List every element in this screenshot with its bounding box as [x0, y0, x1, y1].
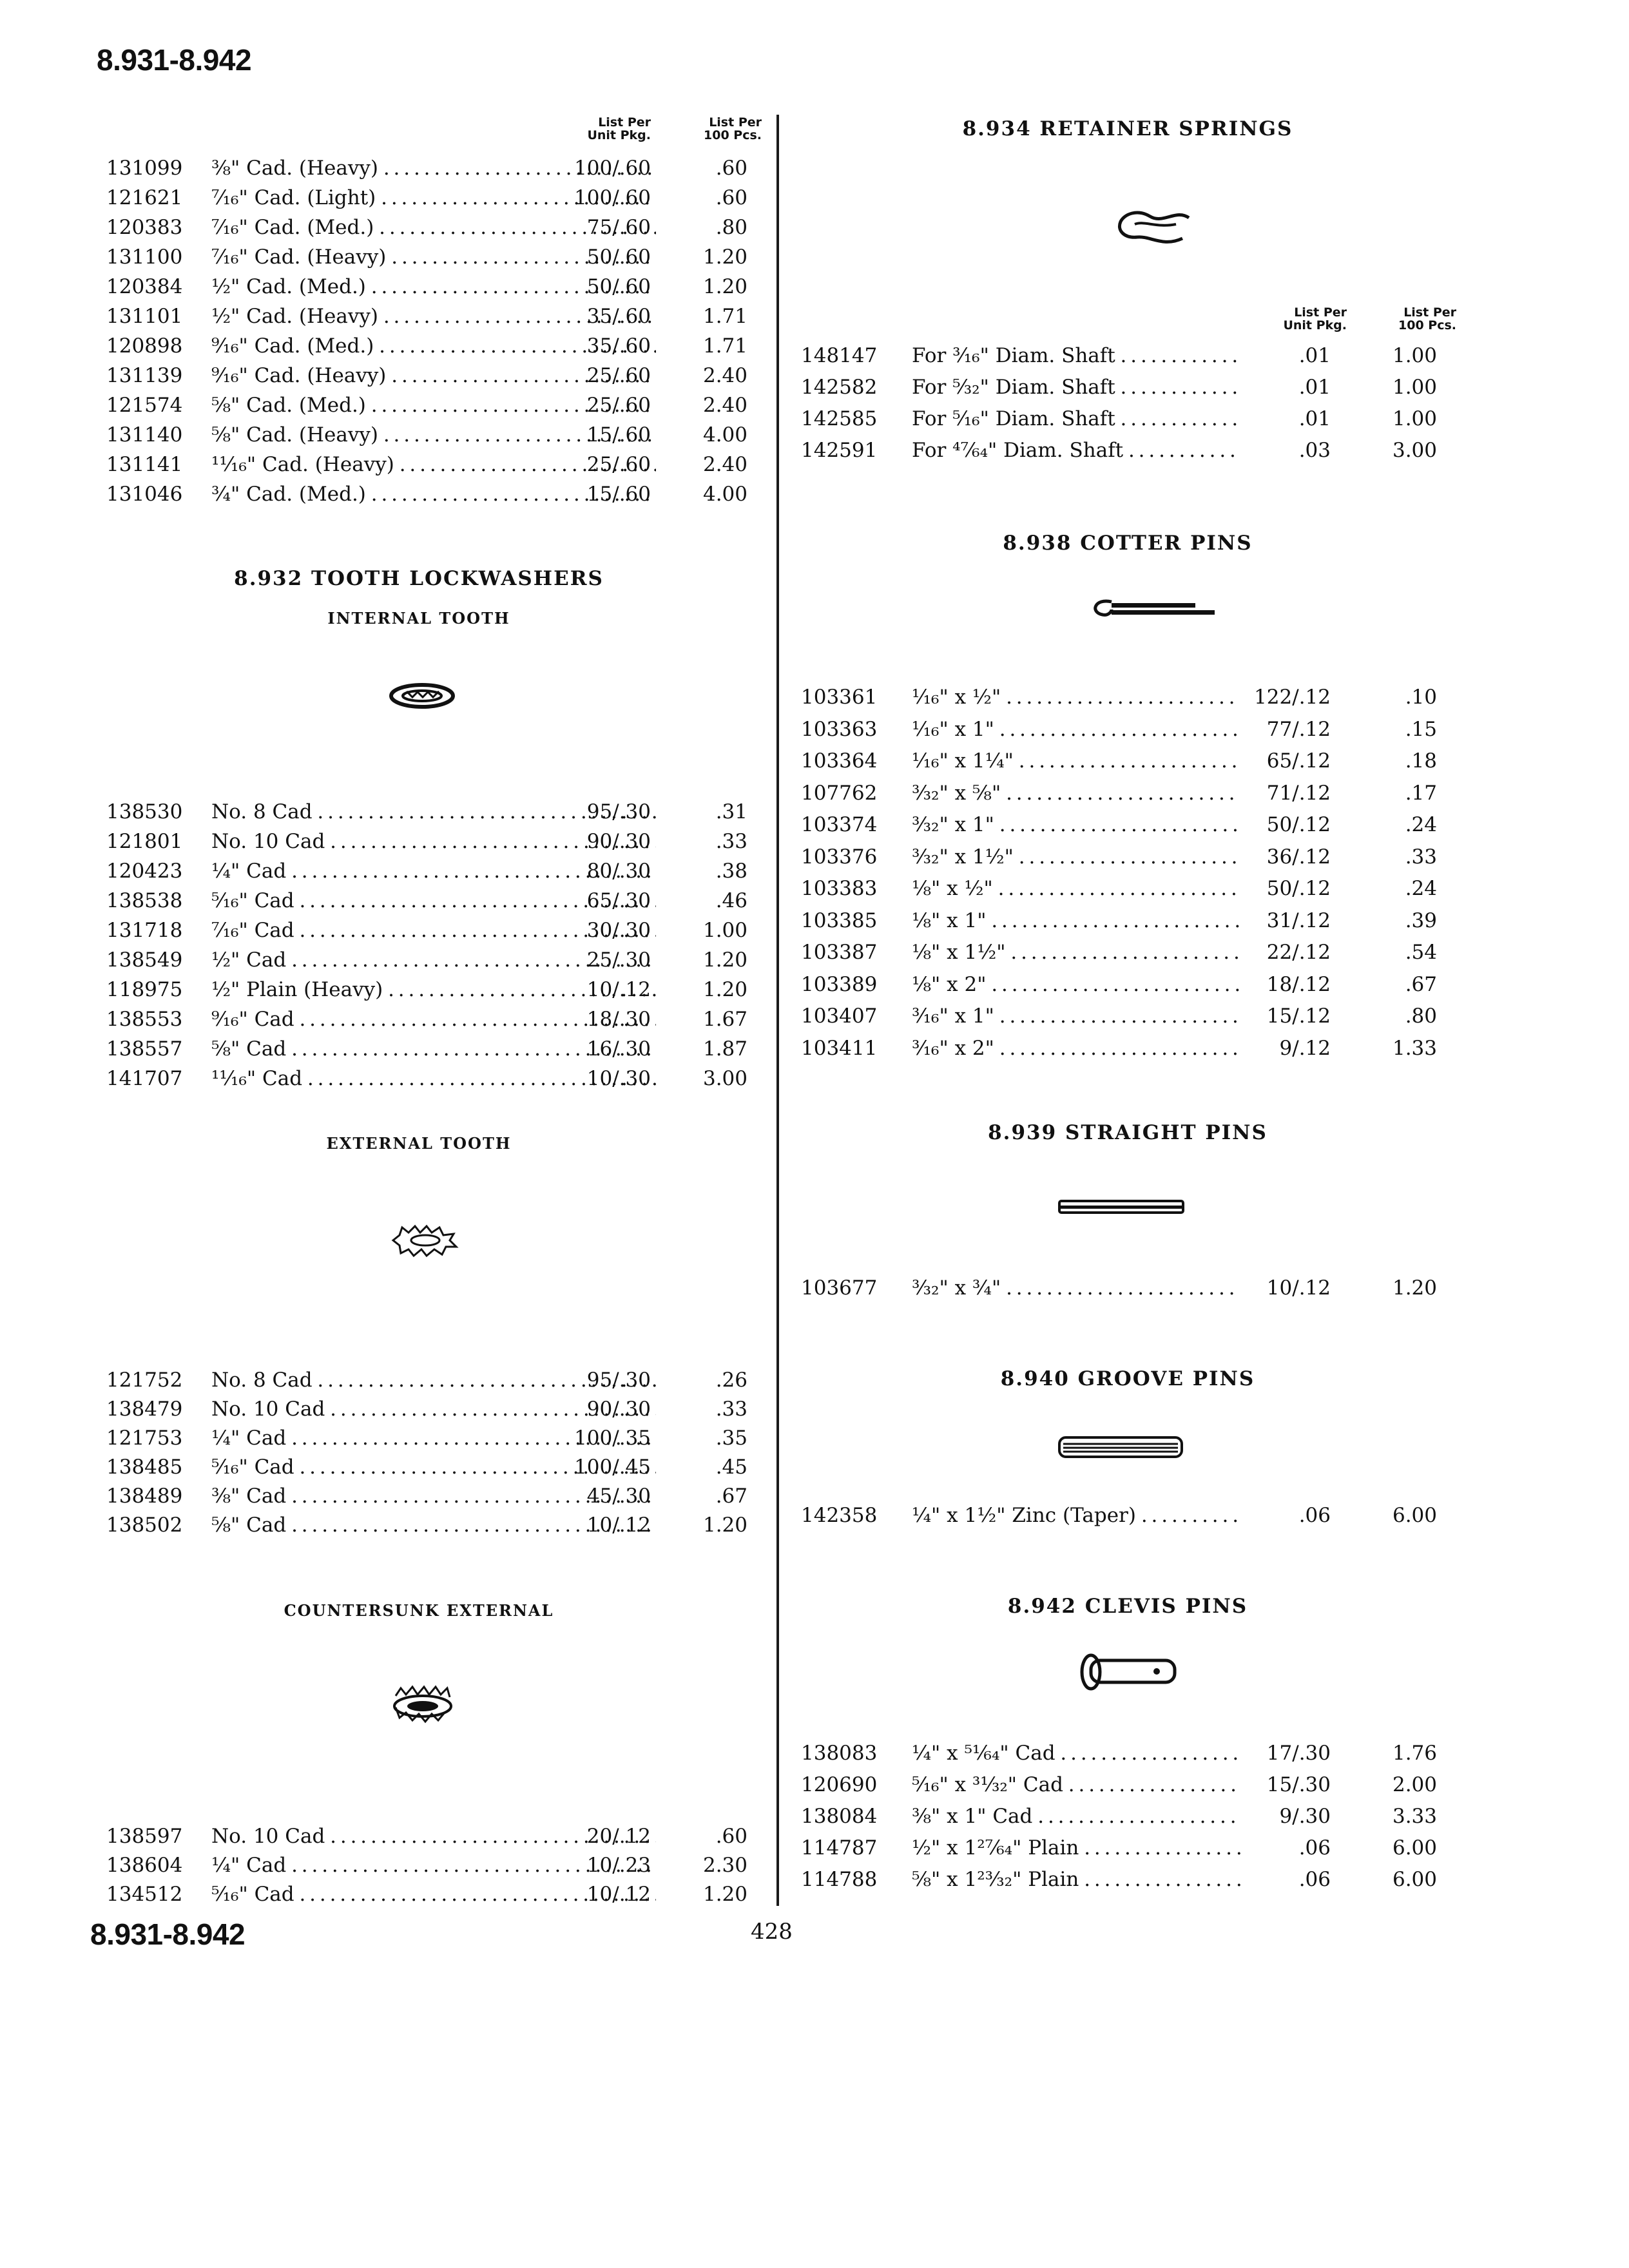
unit-pkg-price: 45/.30	[586, 1485, 651, 1508]
part-description: ¼" Cad . . .	[211, 1424, 656, 1453]
part-description: No. 10 Cad . . .	[211, 1395, 656, 1424]
price-per-100: 1.71	[702, 334, 747, 358]
price-per-100: .33	[1405, 845, 1437, 869]
section-title-groove-pins: 8.940 GROOVE PINS	[1000, 1367, 1255, 1390]
part-number: 138538	[106, 889, 183, 912]
price-per-100: .24	[1405, 813, 1437, 836]
part-description: ⁵⁄₁₆" Cad . . .	[211, 1453, 656, 1482]
part-description: ½" Plain (Heavy) . . .	[211, 975, 656, 1004]
part-number: 120898	[106, 334, 183, 358]
unit-pkg-price: 25/.60	[586, 394, 651, 417]
col-header-unit-line2: Unit Pkg.	[587, 128, 651, 142]
price-per-100: 3.33	[1392, 1805, 1437, 1828]
subtitle-external-tooth: EXTERNAL TOOTH	[326, 1134, 512, 1153]
part-number: 138549	[106, 948, 183, 972]
price-per-100: 3.00	[702, 1067, 747, 1090]
part-description: ½" Cad. (Med.) . . .	[211, 272, 656, 302]
unit-pkg-price: 9/.12	[1279, 1036, 1331, 1060]
unit-pkg-price: 36/.12	[1266, 845, 1331, 869]
part-number: 138553	[106, 1008, 183, 1031]
part-description: ⅝" x 1²³⁄₃₂" Plain . . .	[912, 1864, 1240, 1896]
price-per-100: .10	[1405, 686, 1437, 709]
price-per-100: 6.00	[1392, 1836, 1437, 1860]
part-number: 121801	[106, 830, 183, 853]
part-number: 103411	[801, 1036, 878, 1060]
price-per-100: 1.20	[1392, 1276, 1437, 1300]
part-description: ½" Cad. (Heavy) . . .	[211, 302, 656, 331]
unit-pkg-price: 100/.60	[574, 186, 651, 209]
col-header-100-right	[1360, 306, 1456, 332]
section-title-tooth-lockwashers: 8.932 TOOTH LOCKWASHERS	[234, 567, 604, 590]
part-description: ⅛" x 1½" . . .	[912, 937, 1240, 969]
part-number: 138604	[106, 1854, 183, 1877]
part-number: 118975	[106, 978, 183, 1001]
price-per-100: .17	[1405, 781, 1437, 805]
part-description: For ³⁄₁₆" Diam. Shaft . . .	[912, 340, 1240, 372]
part-number: 131140	[106, 423, 183, 447]
unit-pkg-price: 50/.12	[1266, 877, 1331, 900]
countersunk-washer-icon	[387, 1682, 458, 1727]
col-header-unit-line1: List Per	[1294, 305, 1347, 320]
price-per-100: 4.00	[702, 483, 747, 506]
unit-pkg-price: 20/.12	[586, 1825, 651, 1848]
part-description: ¹⁄₁₆" x ½" . . .	[912, 682, 1240, 714]
unit-pkg-price: 10/.12	[586, 1883, 651, 1906]
price-per-100: .54	[1405, 941, 1437, 964]
unit-pkg-price: 80/.30	[586, 860, 651, 883]
unit-pkg-price: 30/.30	[586, 919, 651, 942]
part-description: ⁹⁄₁₆" Cad . . .	[211, 1004, 656, 1034]
price-per-100: 1.33	[1392, 1036, 1437, 1060]
part-description: ¼" Cad . . .	[211, 856, 656, 886]
part-number: 107762	[801, 781, 878, 805]
part-number: 114787	[801, 1836, 878, 1860]
part-number: 138597	[106, 1825, 183, 1848]
part-number: 121753	[106, 1427, 183, 1450]
unit-pkg-price: 18/.30	[586, 1008, 651, 1031]
price-per-100: .15	[1405, 717, 1437, 741]
unit-pkg-price: .01	[1298, 344, 1331, 367]
unit-pkg-price: 10/.23	[586, 1854, 651, 1877]
part-description: ³⁄₃₂" x 1½" . . .	[912, 841, 1240, 874]
unit-pkg-price: 77/.12	[1266, 717, 1331, 741]
price-per-100: 1.00	[1392, 376, 1437, 399]
unit-pkg-price: 25/.30	[586, 948, 651, 972]
part-number: 131718	[106, 919, 183, 942]
part-description: ½" x 1²⁷⁄₆₄" Plain . . .	[912, 1832, 1240, 1864]
part-number: 138485	[106, 1456, 183, 1479]
unit-pkg-price: 95/.30	[586, 800, 651, 823]
price-per-100: 2.30	[702, 1854, 747, 1877]
unit-pkg-price: 10/.12	[586, 1514, 651, 1537]
part-description: ⅜" Cad. (Heavy) . . .	[211, 153, 656, 183]
price-per-100: .33	[715, 1398, 747, 1421]
unit-pkg-price: 90/.30	[586, 830, 651, 853]
unit-pkg-price: 75/.60	[586, 216, 651, 239]
part-description: ⁹⁄₁₆" Cad. (Med.) . . .	[211, 331, 656, 361]
price-per-100: 1.00	[702, 919, 747, 942]
price-per-100: 6.00	[1392, 1504, 1437, 1527]
part-number: 138557	[106, 1037, 183, 1061]
unit-pkg-price: 122/.12	[1254, 686, 1331, 709]
part-description: No. 8 Cad . . .	[211, 797, 656, 827]
part-number: 138084	[801, 1805, 878, 1828]
price-per-100: .80	[715, 216, 747, 239]
unit-pkg-price: 25/.60	[586, 453, 651, 476]
unit-pkg-price: 65/.12	[1266, 749, 1331, 773]
part-description: ¾" Cad. (Med.) . . .	[211, 479, 656, 509]
unit-pkg-price: .01	[1298, 376, 1331, 399]
part-number: 142585	[801, 407, 878, 430]
part-number: 114788	[801, 1868, 878, 1891]
unit-pkg-price: 10/.12	[1266, 1276, 1331, 1300]
part-description: ⅛" x 2" . . .	[912, 969, 1240, 1001]
part-number: 142582	[801, 376, 878, 399]
page-footer-code: 8.931-8.942	[90, 1917, 246, 1951]
part-number: 131100	[106, 245, 183, 269]
part-number: 103383	[801, 877, 878, 900]
part-description: ⁵⁄₁₆" x ³¹⁄₃₂" Cad . . .	[912, 1769, 1240, 1801]
part-number: 103376	[801, 845, 878, 869]
unit-pkg-price: 31/.12	[1266, 908, 1331, 932]
col-header-100-line2: 100 Pcs.	[704, 128, 762, 142]
unit-pkg-price: 17/.30	[1266, 1742, 1331, 1765]
straight-pin-icon	[1057, 1197, 1186, 1216]
price-per-100: .67	[1405, 972, 1437, 996]
part-description: ⁹⁄₁₆" Cad. (Heavy) . . .	[211, 361, 656, 390]
price-per-100: 1.67	[702, 1008, 747, 1031]
price-per-100: 1.20	[702, 275, 747, 298]
cotter-pin-icon	[1086, 593, 1221, 625]
section-title-retainer-springs: 8.934 RETAINER SPRINGS	[962, 117, 1293, 140]
unit-pkg-price: 71/.12	[1266, 781, 1331, 805]
unit-pkg-price: .01	[1298, 407, 1331, 430]
unit-pkg-price: 50/.12	[1266, 813, 1331, 836]
col-header-100-line1: List Per	[709, 115, 762, 130]
part-description: ⅛" x ½" . . .	[912, 873, 1240, 905]
price-per-100: 1.20	[702, 978, 747, 1001]
unit-pkg-price: 10/.30	[586, 1067, 651, 1090]
price-per-100: .60	[715, 186, 747, 209]
part-description: ³⁄₁₆" x 1" . . .	[912, 1001, 1240, 1033]
part-description: ¹¹⁄₁₆" Cad . . .	[211, 1064, 656, 1093]
part-number: 131099	[106, 157, 183, 180]
unit-pkg-price: .06	[1298, 1868, 1331, 1891]
price-per-100: 2.40	[702, 364, 747, 387]
part-description: ¹⁄₁₆" x 1" . . .	[912, 714, 1240, 746]
part-number: 121752	[106, 1369, 183, 1392]
price-per-100: 1.76	[1392, 1742, 1437, 1765]
part-number: 120384	[106, 275, 183, 298]
unit-pkg-price: 9/.30	[1279, 1805, 1331, 1828]
part-number: 103387	[801, 941, 878, 964]
price-per-100: 2.00	[1392, 1773, 1437, 1796]
unit-pkg-price: .06	[1298, 1504, 1331, 1527]
price-per-100: 6.00	[1392, 1868, 1437, 1891]
col-header-unit-line2: Unit Pkg.	[1283, 318, 1347, 332]
page-header: 8.931-8.942	[97, 43, 252, 77]
part-description: No. 8 Cad . . .	[211, 1366, 656, 1395]
unit-pkg-price: 95/.30	[586, 1369, 651, 1392]
part-number: 103361	[801, 686, 878, 709]
part-number: 138083	[801, 1742, 878, 1765]
internal-tooth-washer-icon	[387, 677, 458, 715]
subtitle-countersunk-external: COUNTERSUNK EXTERNAL	[284, 1601, 554, 1620]
price-per-100: .26	[715, 1369, 747, 1392]
part-description: ⁷⁄₁₆" Cad. (Light) . . .	[211, 183, 656, 213]
col-header-100-line1: List Per	[1403, 305, 1456, 320]
price-per-100: .24	[1405, 877, 1437, 900]
part-description: ³⁄₁₆" x 2" . . .	[912, 1033, 1240, 1065]
col-header-unit-line1: List Per	[598, 115, 651, 130]
part-description: ¼" Cad . . .	[211, 1851, 656, 1880]
price-per-100: 1.87	[702, 1037, 747, 1061]
unit-pkg-price: 10/.12	[586, 978, 651, 1001]
part-number: 103677	[801, 1276, 878, 1300]
part-description: ⁷⁄₁₆" Cad. (Heavy) . . .	[211, 242, 656, 272]
part-description: ¹¹⁄₁₆" Cad. (Heavy) . . .	[211, 450, 656, 479]
part-description: ⁷⁄₁₆" Cad. (Med.) . . .	[211, 213, 656, 242]
price-per-100: .60	[715, 1825, 747, 1848]
part-description: For ⁴⁷⁄₆₄" Diam. Shaft . . .	[912, 435, 1240, 466]
part-number: 120383	[106, 216, 183, 239]
part-number: 131046	[106, 483, 183, 506]
price-per-100: 1.71	[702, 305, 747, 328]
part-number: 138489	[106, 1485, 183, 1508]
groove-pin-icon	[1057, 1434, 1186, 1462]
retainer-spring-icon	[1112, 205, 1202, 256]
unit-pkg-price: 35/.60	[586, 334, 651, 358]
price-per-100: 3.00	[1392, 439, 1437, 462]
part-number: 131101	[106, 305, 183, 328]
part-description: For ⁵⁄₁₆" Diam. Shaft . . .	[912, 403, 1240, 435]
part-description: ³⁄₃₂" x ⅝" . . .	[912, 778, 1240, 810]
price-per-100: 2.40	[702, 453, 747, 476]
unit-pkg-price: 50/.60	[586, 275, 651, 298]
part-description: ⅝" Cad . . .	[211, 1511, 656, 1540]
unit-pkg-price: 16/.30	[586, 1037, 651, 1061]
part-number: 103364	[801, 749, 878, 773]
page-number: 428	[751, 1919, 793, 1945]
part-description: ¹⁄₁₆" x 1¼" . . .	[912, 745, 1240, 778]
col-header-unit-left	[551, 116, 651, 142]
part-number: 138502	[106, 1514, 183, 1537]
price-per-100: 2.40	[702, 394, 747, 417]
part-description: ⅝" Cad. (Heavy) . . .	[211, 420, 656, 450]
price-per-100: 1.20	[702, 245, 747, 269]
part-description: ⁷⁄₁₆" Cad . . .	[211, 916, 656, 945]
part-number: 120423	[106, 860, 183, 883]
part-number: 138479	[106, 1398, 183, 1421]
part-description: ⅝" Cad. (Med.) . . .	[211, 390, 656, 420]
column-divider	[776, 115, 779, 1906]
price-per-100: .31	[715, 800, 747, 823]
part-description: ½" Cad . . .	[211, 945, 656, 975]
price-per-100: 1.00	[1392, 344, 1437, 367]
part-number: 103385	[801, 908, 878, 932]
price-per-100: 1.20	[702, 1883, 747, 1906]
unit-pkg-price: 100/.45	[574, 1456, 651, 1479]
part-description: ⅜" x 1" Cad . . .	[912, 1801, 1240, 1832]
part-description: ³⁄₃₂" x 1" . . .	[912, 809, 1240, 841]
part-description: ³⁄₃₂" x ¾" . . .	[912, 1273, 1240, 1304]
part-description: No. 10 Cad . . .	[211, 827, 656, 856]
part-number: 148147	[801, 344, 878, 367]
part-description: ¼" x ⁵¹⁄₆₄" Cad . . .	[912, 1738, 1240, 1769]
part-description: ⅝" Cad . . .	[211, 1034, 656, 1064]
unit-pkg-price: .03	[1298, 439, 1331, 462]
section-title-straight-pins: 8.939 STRAIGHT PINS	[988, 1121, 1268, 1144]
external-tooth-washer-icon	[387, 1221, 464, 1260]
price-per-100: 1.20	[702, 1514, 747, 1537]
unit-pkg-price: 25/.60	[586, 364, 651, 387]
unit-pkg-price: 90/.30	[586, 1398, 651, 1421]
unit-pkg-price: 50/.60	[586, 245, 651, 269]
part-number: 103374	[801, 813, 878, 836]
unit-pkg-price: 35/.60	[586, 305, 651, 328]
part-number: 131139	[106, 364, 183, 387]
col-header-unit-right	[1247, 306, 1347, 332]
part-number: 134512	[106, 1883, 183, 1906]
price-per-100: .38	[715, 860, 747, 883]
price-per-100: 1.20	[702, 948, 747, 972]
unit-pkg-price: 15/.30	[1266, 1773, 1331, 1796]
part-number: 103389	[801, 972, 878, 996]
price-per-100: .60	[715, 157, 747, 180]
part-description: ¼" x 1½" Zinc (Taper) . . .	[912, 1500, 1240, 1532]
price-per-100: 4.00	[702, 423, 747, 447]
part-number: 138530	[106, 800, 183, 823]
unit-pkg-price: 15/.60	[586, 423, 651, 447]
part-number: 142358	[801, 1504, 878, 1527]
unit-pkg-price: .06	[1298, 1836, 1331, 1860]
part-number: 103363	[801, 717, 878, 741]
unit-pkg-price: 15/.60	[586, 483, 651, 506]
unit-pkg-price: 22/.12	[1266, 941, 1331, 964]
part-number: 121621	[106, 186, 183, 209]
part-number: 120690	[801, 1773, 878, 1796]
part-description: No. 10 Cad . . .	[211, 1822, 656, 1851]
col-header-100-line2: 100 Pcs.	[1398, 318, 1456, 332]
price-per-100: .67	[715, 1485, 747, 1508]
col-header-100-left	[670, 116, 762, 142]
part-description: ⅛" x 1" . . .	[912, 905, 1240, 937]
price-per-100: .39	[1405, 908, 1437, 932]
part-number: 142591	[801, 439, 878, 462]
price-per-100: .80	[1405, 1004, 1437, 1028]
part-number: 131141	[106, 453, 183, 476]
unit-pkg-price: 100/.60	[574, 157, 651, 180]
unit-pkg-price: 65/.30	[586, 889, 651, 912]
part-description: ⁵⁄₁₆" Cad . . .	[211, 886, 656, 916]
price-per-100: .33	[715, 830, 747, 853]
part-description: For ⁵⁄₃₂" Diam. Shaft . . .	[912, 372, 1240, 403]
part-description: ⅜" Cad . . .	[211, 1482, 656, 1511]
unit-pkg-price: 18/.12	[1266, 972, 1331, 996]
subtitle-internal-tooth: INTERNAL TOOTH	[327, 609, 510, 628]
part-number: 121574	[106, 394, 183, 417]
part-number: 141707	[106, 1067, 183, 1090]
unit-pkg-price: 15/.12	[1266, 1004, 1331, 1028]
price-per-100: .46	[715, 889, 747, 912]
price-per-100: 1.00	[1392, 407, 1437, 430]
clevis-pin-icon	[1079, 1653, 1182, 1691]
unit-pkg-price: 100/.35	[574, 1427, 651, 1450]
section-title-clevis-pins: 8.942 CLEVIS PINS	[1007, 1595, 1248, 1618]
price-per-100: .45	[715, 1456, 747, 1479]
price-per-100: .35	[715, 1427, 747, 1450]
part-description: ⁵⁄₁₆" Cad . . .	[211, 1880, 656, 1909]
part-number: 103407	[801, 1004, 878, 1028]
section-title-cotter-pins: 8.938 COTTER PINS	[1003, 532, 1253, 555]
price-per-100: .18	[1405, 749, 1437, 773]
